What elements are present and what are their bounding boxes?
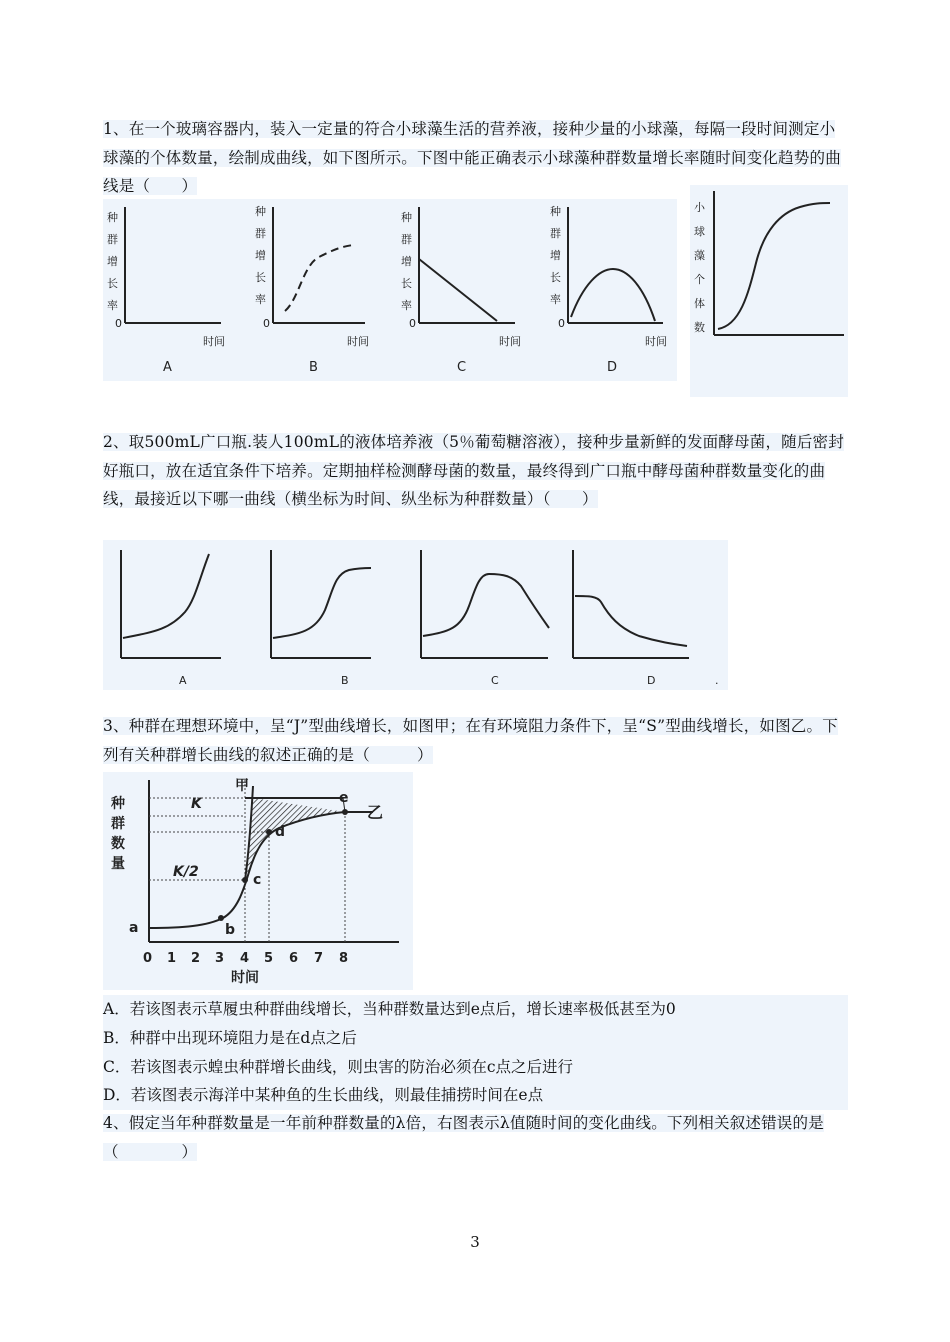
svg-text:0: 0 bbox=[263, 317, 270, 330]
svg-text:C: C bbox=[491, 674, 499, 687]
svg-text:K: K bbox=[191, 796, 202, 812]
svg-text:长: 长 bbox=[550, 271, 561, 284]
svg-text:d: d bbox=[275, 824, 286, 840]
svg-text:种: 种 bbox=[255, 205, 266, 218]
q3-option-d: D．若该图表示海洋中某种鱼的生长曲线，则最佳捕捞时间在e点 bbox=[103, 1081, 848, 1110]
q1a-origin: 0 bbox=[115, 317, 122, 330]
q2-graph-b bbox=[271, 550, 371, 687]
svg-text:球: 球 bbox=[694, 225, 705, 238]
svg-text:a: a bbox=[129, 920, 139, 936]
svg-text:时间: 时间 bbox=[231, 970, 259, 986]
svg-text:B: B bbox=[341, 674, 349, 687]
q1d-label: D bbox=[607, 360, 618, 375]
svg-text:率: 率 bbox=[255, 293, 266, 306]
svg-text:.: . bbox=[715, 674, 719, 687]
svg-text:7: 7 bbox=[314, 951, 324, 966]
svg-text:K/2: K/2 bbox=[173, 864, 199, 880]
q1a-xlabel: 时间 bbox=[203, 335, 225, 348]
svg-text:b: b bbox=[225, 922, 236, 938]
svg-text:时间: 时间 bbox=[347, 335, 369, 348]
svg-text:种: 种 bbox=[401, 211, 412, 224]
q1b-label: B bbox=[309, 360, 318, 375]
svg-text:时间: 时间 bbox=[645, 335, 667, 348]
svg-text:率: 率 bbox=[401, 299, 412, 312]
svg-text:0: 0 bbox=[558, 317, 565, 330]
page-number: 3 bbox=[470, 1233, 480, 1251]
svg-text:群: 群 bbox=[550, 227, 561, 240]
svg-text:群: 群 bbox=[111, 816, 125, 832]
q2-options-figure bbox=[103, 540, 728, 690]
svg-text:体: 体 bbox=[694, 297, 705, 310]
svg-text:数: 数 bbox=[694, 321, 705, 334]
svg-text:甲: 甲 bbox=[235, 778, 249, 794]
q1a-ylabel-3: 增 bbox=[107, 255, 118, 268]
svg-text:2: 2 bbox=[191, 951, 201, 966]
q1-side-graph bbox=[690, 185, 848, 397]
svg-text:时间: 时间 bbox=[499, 335, 521, 348]
svg-text:c: c bbox=[253, 872, 262, 888]
q1-graph-b bbox=[255, 205, 369, 375]
question-1-text: 1、在一个玻璃容器内，装入一定量的符合小球藻生活的营养液，接种少量的小球藻，每隔一段时间测定小球藻的个体数量，绘制成曲线，如下图所示。下图中能正确表示小球藻种群数量增长率随时间变化趋势的曲线是（ ） bbox=[103, 120, 841, 195]
svg-text:4: 4 bbox=[240, 951, 250, 966]
q1c-label: C bbox=[457, 360, 467, 375]
svg-text:率: 率 bbox=[550, 293, 561, 306]
svg-text:种: 种 bbox=[111, 796, 125, 812]
q2-graph-c bbox=[421, 550, 549, 687]
q1a-ylabel-4: 长 bbox=[107, 277, 118, 290]
svg-text:数: 数 bbox=[111, 836, 125, 852]
svg-text:增: 增 bbox=[550, 249, 561, 262]
question-4-text: 4、假定当年种群数量是一年前种群数量的λ倍，右图表示λ值随时间的变化曲线。下列相关叙述错误的是（ ） bbox=[103, 1114, 824, 1161]
svg-text:种: 种 bbox=[550, 205, 561, 218]
svg-text:个: 个 bbox=[694, 273, 705, 286]
svg-text:长: 长 bbox=[401, 277, 412, 290]
svg-text:A: A bbox=[179, 674, 187, 687]
svg-text:8: 8 bbox=[339, 951, 349, 966]
svg-text:e: e bbox=[339, 790, 349, 806]
q2-graphs bbox=[103, 540, 728, 690]
svg-text:群: 群 bbox=[255, 227, 266, 240]
q3-option-b: B．种群中出现环境阻力是在d点之后 bbox=[103, 1024, 848, 1053]
svg-text:3: 3 bbox=[215, 951, 225, 966]
svg-text:长: 长 bbox=[255, 271, 266, 284]
svg-text:量: 量 bbox=[111, 856, 125, 872]
q1a-ylabel-1: 种 bbox=[107, 211, 118, 224]
svg-text:增: 增 bbox=[255, 249, 266, 262]
q3-option-c: C．若该图表示蝗虫种群增长曲线，则虫害的防治必须在c点之后进行 bbox=[103, 1053, 848, 1082]
q1-graph-c bbox=[401, 207, 521, 375]
q1a-ylabel-5: 率 bbox=[107, 299, 118, 312]
q1-graphs bbox=[103, 199, 677, 381]
q3-growth-figure bbox=[103, 772, 413, 990]
svg-text:群: 群 bbox=[401, 233, 412, 246]
q1-options-figure bbox=[103, 199, 677, 381]
svg-text:5: 5 bbox=[264, 951, 274, 966]
q1-graph-d bbox=[550, 205, 667, 375]
question-2-text: 2、取500mL广口瓶.装人100mL的液体培养液（5％葡萄糖溶液），接种步量新鲜的发面酵母菌，随后密封好瓶口，放在适宜条件下培养。定期抽样检测酵母菌的数量，最终得到广口瓶中酵母菌种群数量变化的曲线，最接近以下哪一曲线（横坐标为时间、纵坐标为种群数量）（ ） bbox=[103, 433, 844, 508]
svg-text:增: 增 bbox=[401, 255, 412, 268]
q1a-label: A bbox=[163, 360, 172, 375]
svg-text:藻: 藻 bbox=[694, 249, 705, 262]
svg-text:D: D bbox=[647, 674, 656, 687]
question-3-text: 3、种群在理想环境中，呈“J”型曲线增长，如图甲；在有环境阻力条件下，呈“S”型曲线增长，如图乙。下列有关种群增长曲线的叙述正确的是（ ） bbox=[103, 717, 838, 764]
svg-text:0: 0 bbox=[143, 951, 153, 966]
q2-graph-a bbox=[121, 550, 221, 687]
svg-text:乙: 乙 bbox=[367, 803, 384, 822]
q1-graph-a bbox=[107, 207, 225, 375]
svg-text:1: 1 bbox=[167, 951, 177, 966]
q3-option-a: A．若该图表示草履虫种群曲线增长，当种群数量达到e点后，增长速率极低甚至为0 bbox=[103, 995, 848, 1024]
svg-text:小: 小 bbox=[694, 201, 705, 214]
svg-text:6: 6 bbox=[289, 951, 299, 966]
q3-growth-curve bbox=[103, 772, 413, 990]
q1-population-figure bbox=[690, 185, 848, 397]
svg-text:0: 0 bbox=[409, 317, 416, 330]
q2-graph-d bbox=[573, 550, 719, 687]
q1a-ylabel-2: 群 bbox=[107, 233, 118, 246]
